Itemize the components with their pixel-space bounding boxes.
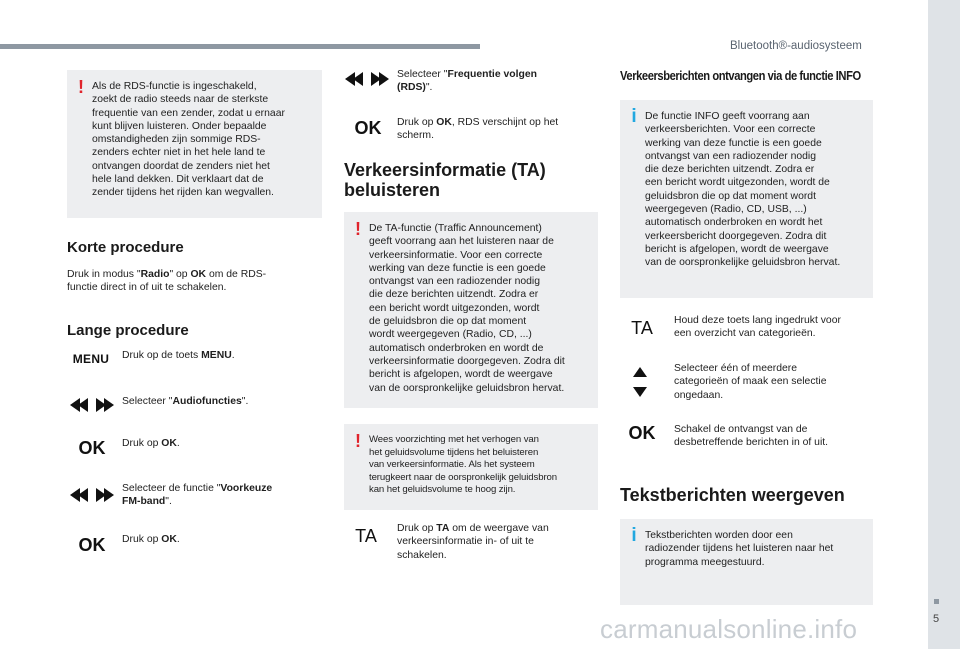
- menu-key-icon: MENU: [72, 352, 110, 366]
- heading-lange-procedure: Lange procedure: [67, 322, 189, 339]
- step-ta: Druk op TA om de weergave van verkeersinformatie in- of uit te schakelen.: [397, 523, 549, 561]
- step-ta-categorieen: Houd deze toets lang ingedrukt voor een overzicht van categorieën.: [674, 315, 841, 340]
- left-right-arrows-icon: [345, 72, 389, 86]
- warning-icon: !: [355, 219, 361, 239]
- info-text-info: De functie INFO geeft voorrang aan verkeersberichten. Voor een correcte werking van deze functie is een goede ontvangst van een radiozender nodig die deze berichten uitzendt. Zodra er een bericht wordt uitgezonden, wordt de geluidsbron die op dat moment wordt weergegeven (Radio, CD, USB, ...) automatisch onderbroken en wordt het verkeersbericht doorgegeven. Zodra dit bericht is afgelopen, wordt de weergave van de oorspronkelijke geluidsbron hervat.: [645, 111, 841, 269]
- warning-icon: !: [355, 431, 361, 451]
- up-down-arrows-icon: [633, 367, 647, 397]
- heading-info-functie: Verkeersberichten ontvangen via de functie INFO: [620, 68, 861, 83]
- page-number: 5: [933, 613, 940, 625]
- info-text-tekst: Tekstberichten worden door een radiozender tijdens het luisteren naar het programma meegestuurd.: [645, 530, 834, 568]
- korte-procedure-text: Druk in modus "Radio" op OK om de RDS- functie direct in of uit te schakelen.: [67, 269, 267, 294]
- info-icon: i: [631, 106, 637, 127]
- warning-box-volume: [344, 424, 598, 510]
- info-box-info: [620, 100, 873, 298]
- step-ok-1: Druk op OK.: [122, 438, 180, 449]
- ok-key-icon: OK: [78, 535, 106, 555]
- warning-text-ta: De TA-functie (Traffic Announcement) geeft voorrang aan het luisteren naar de verkeersinformatie. Voor een correcte werking van deze functie is een goede ontvangst van een radiozender nodig die deze berichten uitzendt. Zodra er een bericht wordt uitgezonden, wordt de geluidsbron die op dat moment wordt weergegeven (Radio, CD, ...) automatisch onderbroken en wordt de verkeersinformatie doorgegeven. Zodra dit bericht is afgelopen, wordt de weergave van de oorspronkelijke geluidsbron hervat.: [369, 223, 565, 394]
- step-audiofuncties: Selecteer "Audiofuncties".: [122, 396, 249, 407]
- left-right-arrows-icon: [70, 398, 114, 412]
- watermark: carmanualsonline.info: [600, 614, 858, 644]
- warning-box-rds: [67, 70, 322, 218]
- warning-box-ta: [344, 212, 598, 408]
- warning-icon: !: [78, 77, 84, 97]
- ta-key-icon: TA: [355, 526, 377, 546]
- left-right-arrows-icon: [70, 488, 114, 502]
- running-title: Bluetooth®-audiosysteem: [730, 40, 862, 52]
- step-menu: Druk op de toets MENU.: [122, 350, 235, 361]
- ok-key-icon: OK: [78, 438, 106, 458]
- step-ok-ontvangst: Schakel de ontvangst van de desbetreffende berichten in of uit.: [674, 424, 829, 449]
- info-box-tekst: [620, 519, 873, 605]
- side-strip: [928, 0, 960, 649]
- continue-marker: [934, 599, 939, 604]
- warning-text-rds: Als de RDS-functie is ingeschakeld, zoekt de radio steeds naar de sterkste frequentie van een zender, zodat u ernaar kunt blijven luisteren. Onder bepaalde omstandigheden zijn sommige RDS- zenders echter niet in het hele land te ontvangen doordat de zenders niet het hele land dekken. Dit verklaart dat de zender tijdens het rijden kan wegvallen.: [92, 81, 285, 199]
- heading-korte-procedure: Korte procedure: [67, 239, 184, 256]
- info-icon: i: [631, 525, 637, 546]
- ok-key-icon: OK: [628, 423, 656, 443]
- ok-key-icon: OK: [354, 118, 382, 138]
- heading-verkeersinformatie: Verkeersinformatie (TA) beluisteren: [344, 160, 546, 200]
- step-voorkeuze: Selecteer de functie "Voorkeuze FM-band".: [122, 483, 273, 508]
- ta-key-icon: TA: [631, 318, 653, 338]
- heading-tekstberichten: Tekstberichten weergeven: [620, 485, 845, 505]
- header-bar: [0, 44, 480, 49]
- warning-text-volume: Wees voorzichting met het verhogen van het geluidsvolume tijdens het beluisteren van verkeersinformatie. Als het systeem terugkeert naar de oorspronkelijk geluidsbron kan het geluidsvolume te hoog zijn.: [369, 434, 558, 496]
- step-frequentie-volgen: Selecteer "Frequentie volgen (RDS)".: [397, 69, 537, 94]
- step-ok-2: Druk op OK.: [122, 534, 180, 545]
- step-selecteer-categorieen: Selecteer één of meerdere categorieën of maak een selectie ongedaan.: [674, 363, 827, 401]
- step-ok-rds: Druk op OK, RDS verschijnt op het scherm.: [397, 117, 559, 142]
